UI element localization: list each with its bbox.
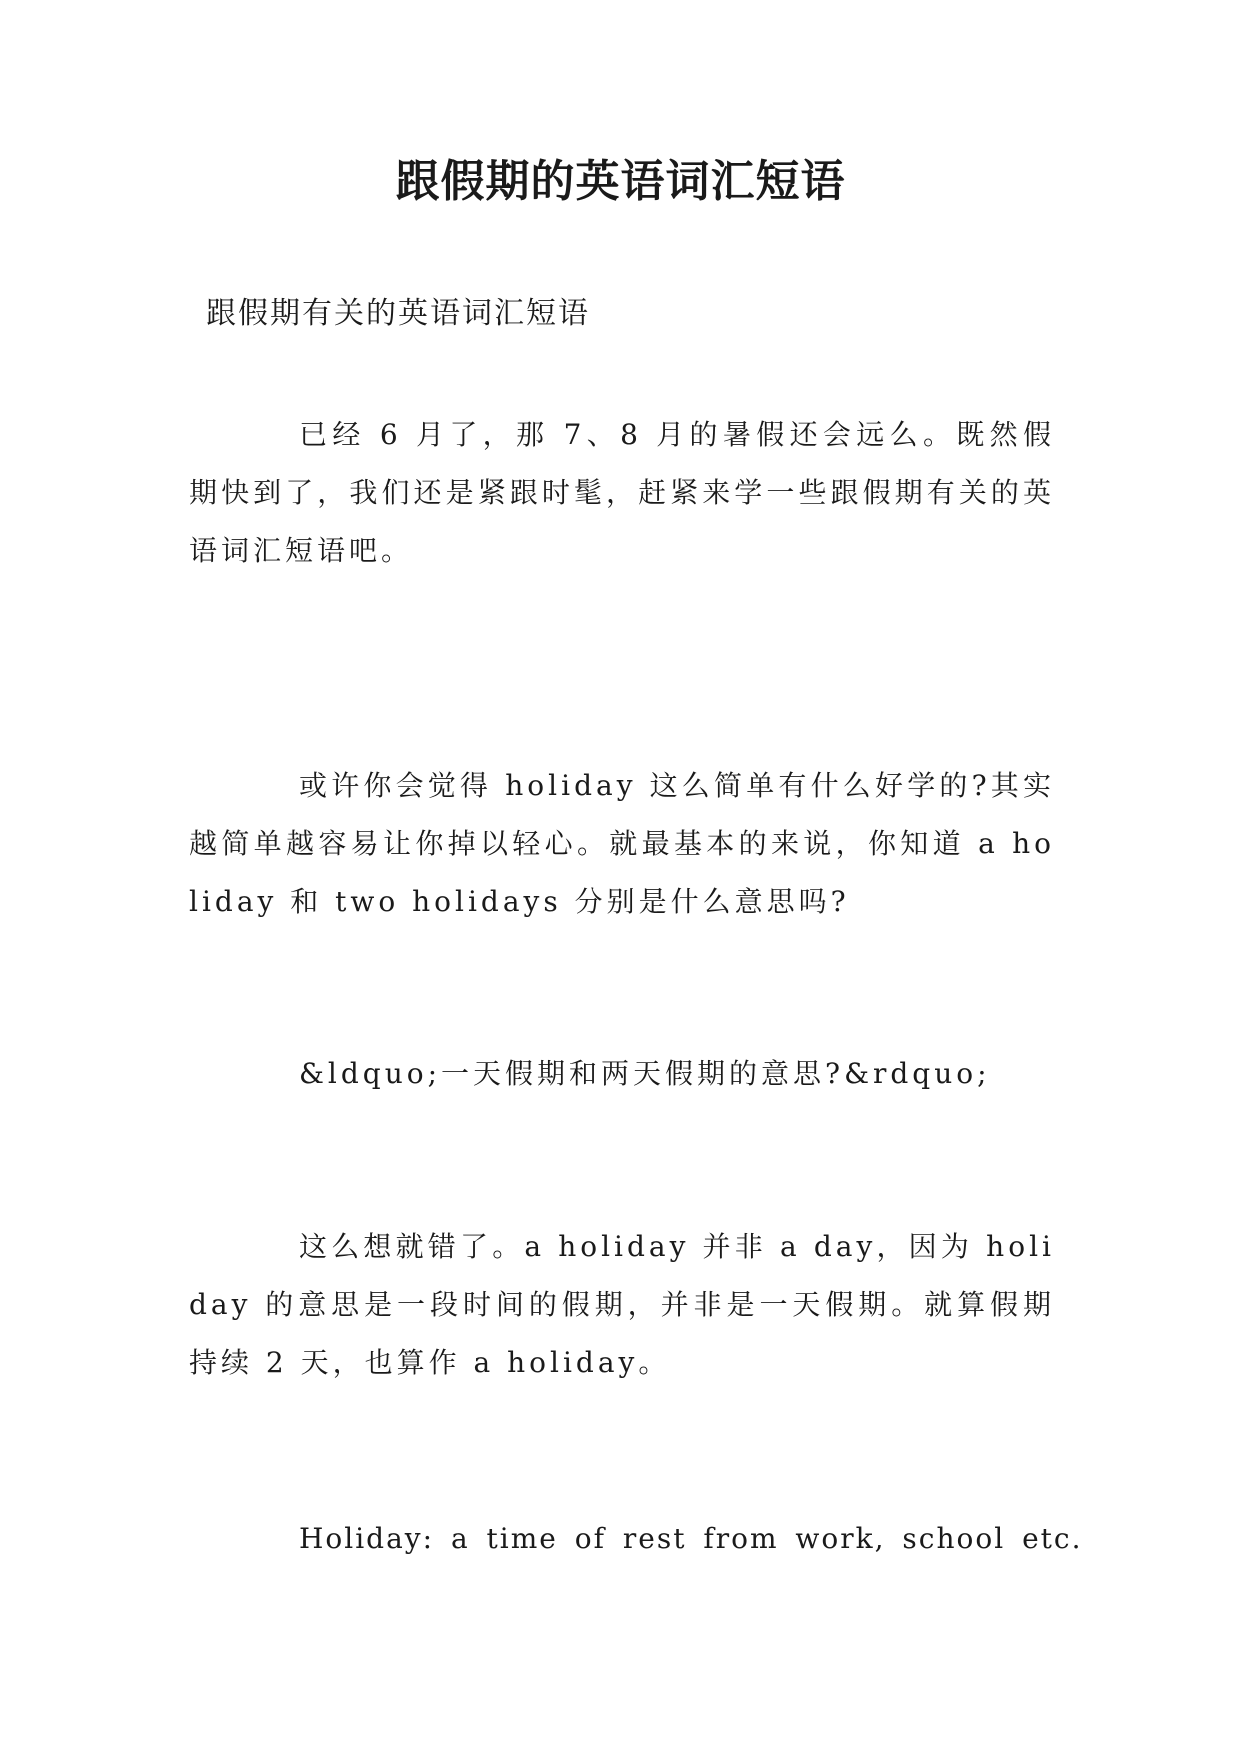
document-subtitle: 跟假期有关的英语词汇短语 (206, 296, 590, 331)
paragraph-explanation: 这么想就错了。a holiday 并非 a day，因为 holiday 的意思是一段时间的假期，并非是一天假期。就算假期持续 2 天，也算作 a holiday。 (189, 1230, 1055, 1379)
paragraph-definition: Holiday: a time of rest from work, school etc. (299, 1522, 1083, 1555)
paragraph-question: 或许你会觉得 holiday 这么简单有什么好学的?其实越简单越容易让你掉以轻心。就最基本的来说，你知道 a holiday 和 two holidays 分别是什么意思吗? (189, 769, 1055, 918)
paragraph-quote: &ldquo;一天假期和两天假期的意思?&rdquo; (299, 1057, 991, 1090)
document-title: 跟假期的英语词汇短语 (395, 156, 846, 207)
paragraph-intro: 已经 6 月了，那 7、8 月的暑假还会远么。既然假期快到了，我们还是紧跟时髦，赶紧来学一些跟假期有关的英语词汇短语吧。 (189, 418, 1055, 567)
